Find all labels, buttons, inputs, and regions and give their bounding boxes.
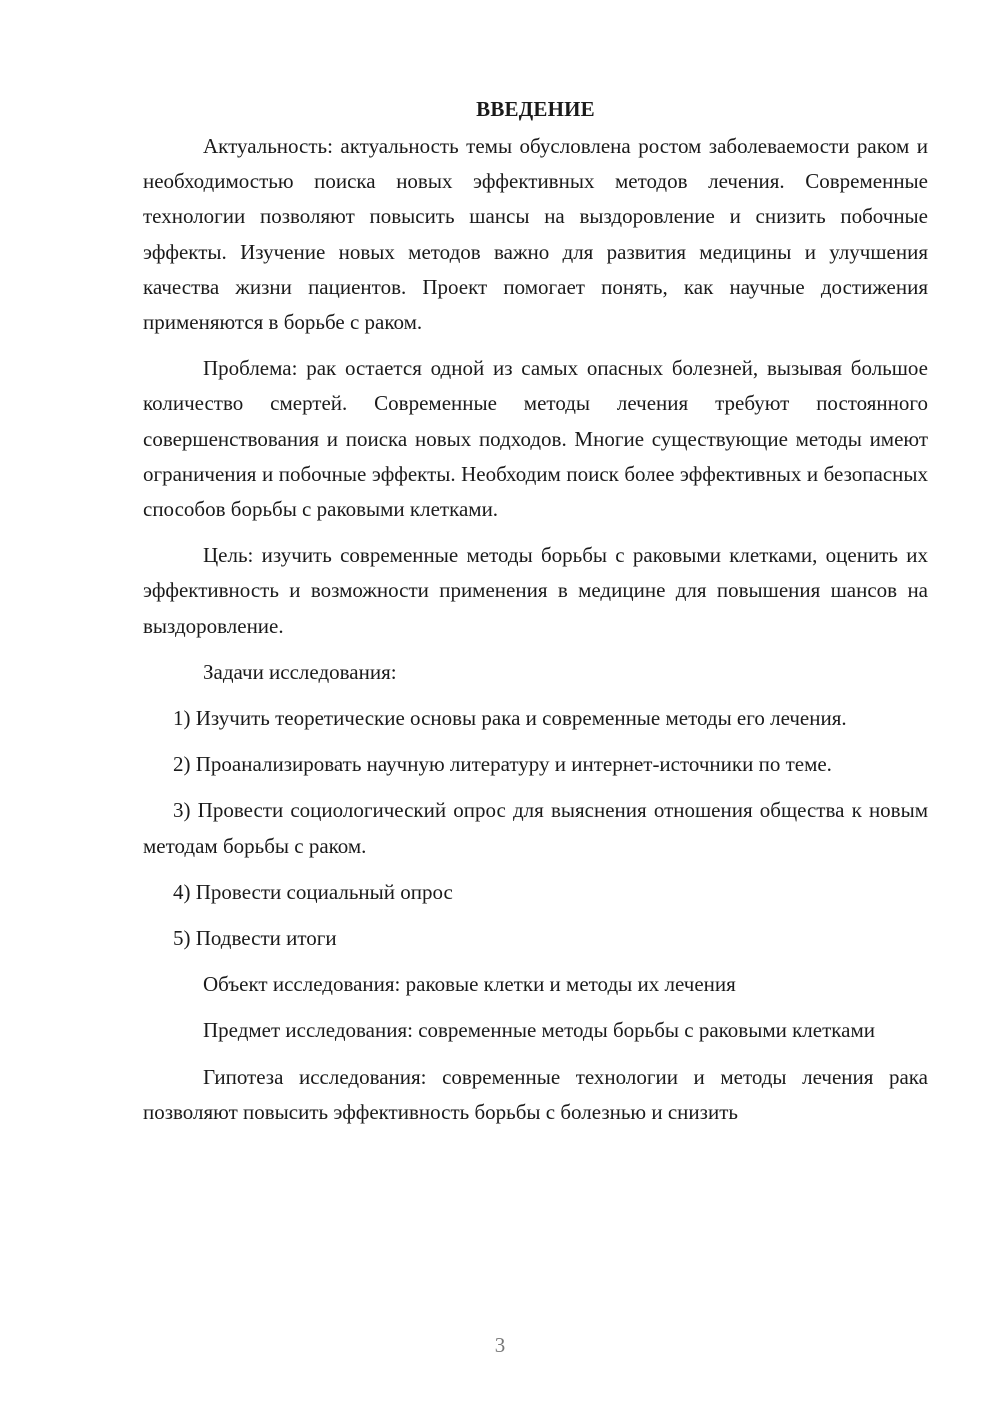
page-number: 3: [494, 1333, 506, 1357]
goal-paragraph: Цель: изучить современные методы борьбы с раковыми клетками, оценить их эффективность и возможности применения в медицине для повышения шансов на выздоровление.: [143, 543, 928, 638]
task-item-3: 3) Провести социологический опрос для выяснения отношения общества к новым методам борьбы с раком.: [143, 798, 928, 858]
tasks-heading: Задачи исследования:: [203, 659, 397, 684]
subject-paragraph: Предмет исследования: современные методы борьбы с раковыми клетками: [203, 1018, 876, 1043]
problem-paragraph: Проблема: рак остается одной из самых опасных болезней, вызывая большое количество смертей. Современные методы лечения требуют постоянного совершенствования и поиска новых подходов. Многие существующие методы имеют ограничения и побочные эффекты. Необходим поиск более эффективных и безопасных способов борьбы с раковыми клетками.: [143, 356, 928, 522]
section-title: ВВЕДЕНИЕ: [476, 97, 595, 121]
hypothesis-paragraph: Гипотеза исследования: современные технологии и методы лечения рака позволяют повысить эффективность борьбы с болезнью и снизить: [143, 1064, 928, 1124]
task-item-1: 1) Изучить теоретические основы рака и современные методы его лечения.: [173, 706, 847, 731]
object-paragraph: Объект исследования: раковые клетки и методы их лечения: [203, 972, 736, 997]
relevance-paragraph: Актуальность: актуальность темы обусловлена ростом заболеваемости раком и необходимостью поиска новых эффективных методов лечения. Современные технологии позволяют повысить шансы на выздоровление и снизить побочные эффекты. Изучение новых методов важно для развития медицины и улучшения качества жизни пациентов. Проект помогает понять, как научные достижения применяются в борьбе с раком.: [143, 134, 928, 335]
document-page: [143, 92, 928, 1130]
task-item-2: 2) Проанализировать научную литературу и интернет-источники по теме.: [173, 752, 832, 777]
task-item-4: 4) Провести социальный опрос: [173, 879, 453, 904]
task-item-5: 5) Подвести итоги: [173, 926, 337, 951]
